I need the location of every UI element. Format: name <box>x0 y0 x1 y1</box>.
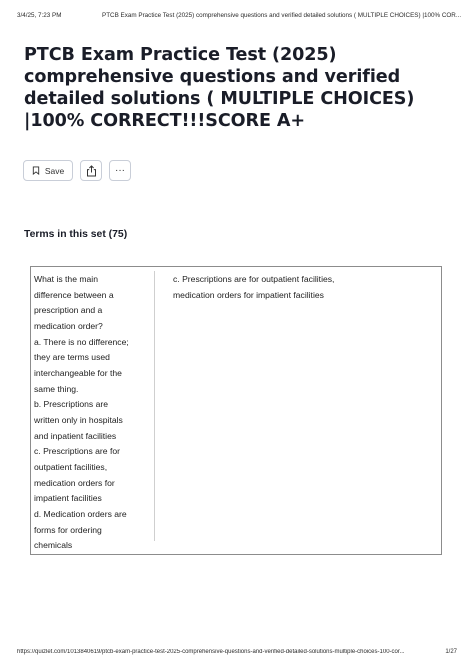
bookmark-icon <box>32 166 40 175</box>
card-divider <box>154 271 155 541</box>
share-icon <box>86 165 97 177</box>
page-number: 1/27 <box>445 649 457 655</box>
more-options-button[interactable] <box>109 160 131 181</box>
term-card <box>30 266 442 555</box>
terms-heading: Terms in this set (75) <box>24 229 128 240</box>
card-definition: c. Prescriptions are for outpatient facilities, medication orders for impatient facilities <box>173 274 335 300</box>
share-button[interactable] <box>80 160 102 181</box>
print-date: 3/4/25, 7:23 PM <box>17 12 62 19</box>
card-term: What is the main difference between a prescription and a medication order? a. There is no difference; they are terms used interchangeable for the same thing. b. Prescriptions are written only in hospitals and inpatient facilities c. Prescriptions are for outpatient facilities, medication orders for impatient facilities d. Medication orders are forms for ordering chemicals <box>34 274 129 551</box>
print-header <box>11 12 463 24</box>
page-title: PTCB Exam Practice Test (2025) comprehensive questions and verified detailed solutions ( MULTIPLE CHOICES) |100% CORRECT!!!SCORE A+ <box>24 45 415 131</box>
more-icon: ··· <box>115 165 125 176</box>
save-label: Save <box>44 165 65 176</box>
print-url: https://quizlet.com/1013840619/ptcb-exam-practice-test-2025-comprehensive-questions-and-verified-detailed-solutions-multiple-choices-100-cor... <box>17 649 405 655</box>
print-title: PTCB Exam Practice Test (2025) comprehensive questions and verified detailed solutions ( MULTIPLE CHOICES) |100% COR... <box>102 12 462 19</box>
save-button[interactable] <box>23 160 73 181</box>
print-footer <box>11 649 463 661</box>
